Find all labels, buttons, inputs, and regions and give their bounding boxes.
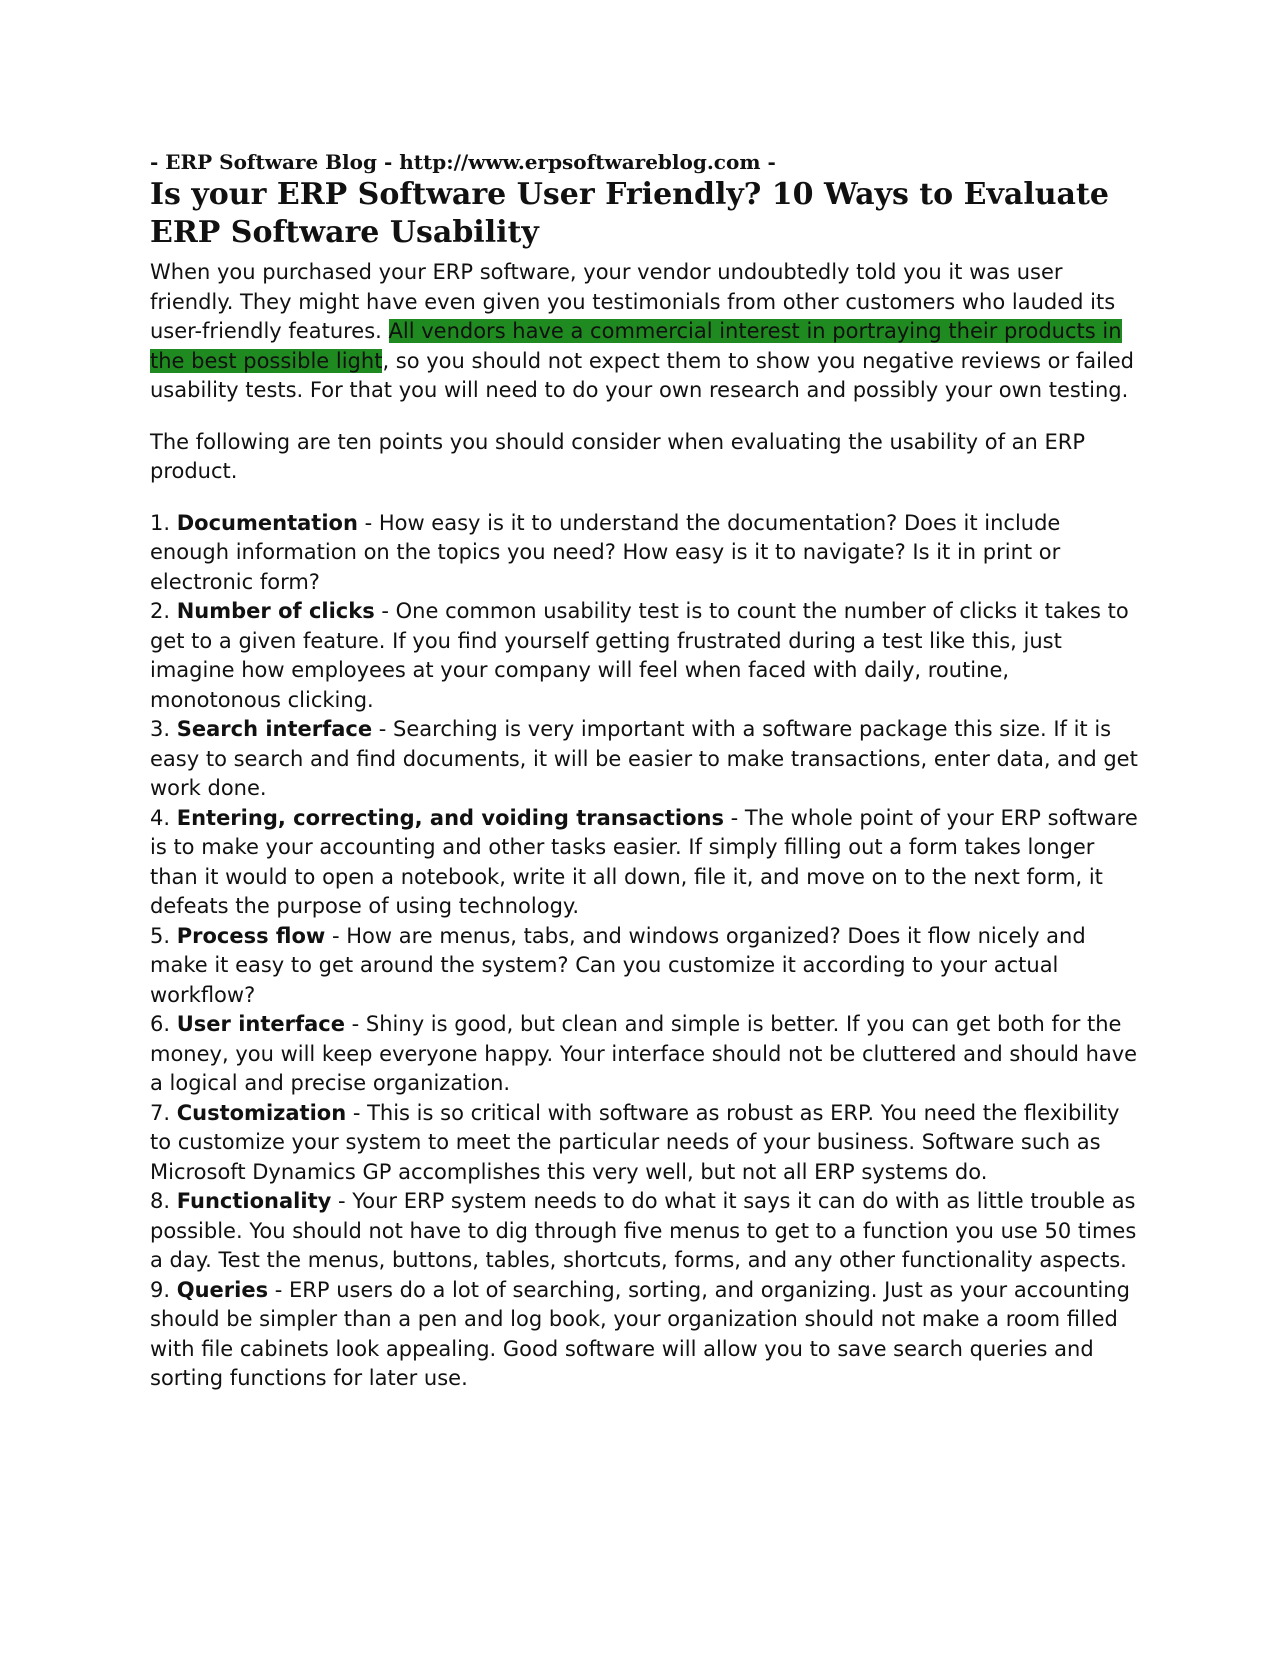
item-number: 3. bbox=[150, 717, 171, 741]
item-text: - ERP users do a lot of searching, sorting, and organizing. Just as your accounting should be simpler than a pen and log book, your organization should not make a room filled with file cabinets look appealing. Good software will allow you to save search queries and sorting functions for later use. bbox=[150, 1277, 1130, 1390]
source-line: - ERP Software Blog - http://www.erpsoftwareblog.com - bbox=[150, 150, 776, 174]
item-term: Documentation bbox=[176, 510, 358, 535]
list-item bbox=[150, 1276, 1140, 1394]
item-number: 7. bbox=[150, 1100, 171, 1125]
list-item bbox=[150, 1099, 1140, 1188]
item-number: 1. bbox=[150, 510, 171, 535]
item-term: Entering, correcting, and voiding transactions bbox=[176, 805, 724, 830]
item-text: - One common usability test is to count the number of clicks it takes to get to a given feature. If you find yourself getting frustrated during a test like this, just imagine how employees at your company will feel when faced with daily, routine, monotonous clicking. bbox=[150, 599, 1129, 712]
list-item bbox=[150, 1010, 1140, 1099]
item-number: 8. bbox=[150, 1189, 171, 1213]
list-item bbox=[150, 715, 1140, 804]
list-item bbox=[150, 804, 1140, 922]
points-list bbox=[150, 509, 1140, 1394]
item-number: 6. bbox=[150, 1012, 171, 1036]
item-number: 4. bbox=[150, 805, 171, 830]
item-text: - This is so critical with software as robust as ERP. You need the flexibility to customize your system to meet the particular needs of your business. Software such as Microsoft Dynamics GP accomplishes this very well, but not all ERP systems do. bbox=[150, 1100, 1120, 1184]
list-item bbox=[150, 922, 1140, 1011]
item-number: 5. bbox=[150, 923, 171, 948]
intro-text-end: , so you should not expect them to show you negative reviews or failed usability tests. For that you will need to do your own research and possibly your own testing. bbox=[150, 348, 1134, 402]
list-item bbox=[150, 597, 1140, 715]
item-term: Functionality bbox=[176, 1189, 332, 1213]
document-page bbox=[150, 148, 1140, 1394]
item-term: Number of clicks bbox=[176, 599, 375, 623]
item-number: 2. bbox=[150, 599, 171, 623]
item-text: - How easy is it to understand the documentation? Does it include enough information on the topics you need? How easy is it to navigate? Is it in print or electronic form? bbox=[150, 510, 1061, 594]
item-text: - The whole point of your ERP software is to make your accounting and other tasks easier. If simply filling out a form takes longer than it would to open a notebook, write it all down, file it, and move on to the next form, it defeats the purpose of using technology. bbox=[150, 805, 1138, 918]
list-item bbox=[150, 509, 1140, 598]
item-term: Customization bbox=[176, 1100, 347, 1125]
item-text: - Your ERP system needs to do what it says it can do with as little trouble as possible. You should not have to dig through five menus to get to a function you use 50 times a day. Test the menus, buttons, tables, shortcuts, forms, and any other functionality aspects. bbox=[150, 1189, 1137, 1272]
intro-text-start: When you purchased your ERP software, your vendor undoubtedly told you it was user friendly. They might have even given you testimonials from other customers who lauded its user-friendly features. bbox=[150, 260, 1116, 343]
item-term: Queries bbox=[176, 1277, 269, 1302]
list-item bbox=[150, 1187, 1140, 1276]
item-text: - Shiny is good, but clean and simple is better. If you can get both for the money, you will keep everyone happy. Your interface should not be cluttered and should have a logical and precise organization. bbox=[150, 1012, 1138, 1095]
article-title: Is your ERP Software User Friendly? 10 Ways to Evaluate ERP Software Usability bbox=[150, 177, 1109, 250]
item-text: - Searching is very important with a software package this size. If it is easy to search and find documents, it will be easier to make transactions, enter data, and get work done. bbox=[150, 717, 1138, 800]
item-text: - How are menus, tabs, and windows organized? Does it flow nicely and make it easy to get around the system? Can you customize it according to your actual workflow? bbox=[150, 923, 1086, 1007]
item-number: 9. bbox=[150, 1277, 171, 1302]
item-term: Process flow bbox=[176, 923, 326, 948]
lead-paragraph: The following are ten points you should consider when evaluating the usability of an ERP product. bbox=[150, 429, 1086, 483]
intro-paragraph bbox=[150, 258, 1140, 406]
item-term: User interface bbox=[176, 1012, 345, 1036]
item-term: Search interface bbox=[176, 717, 373, 741]
highlighted-text: All vendors have a commercial interest in portraying their products in the best possible light bbox=[150, 319, 1122, 373]
